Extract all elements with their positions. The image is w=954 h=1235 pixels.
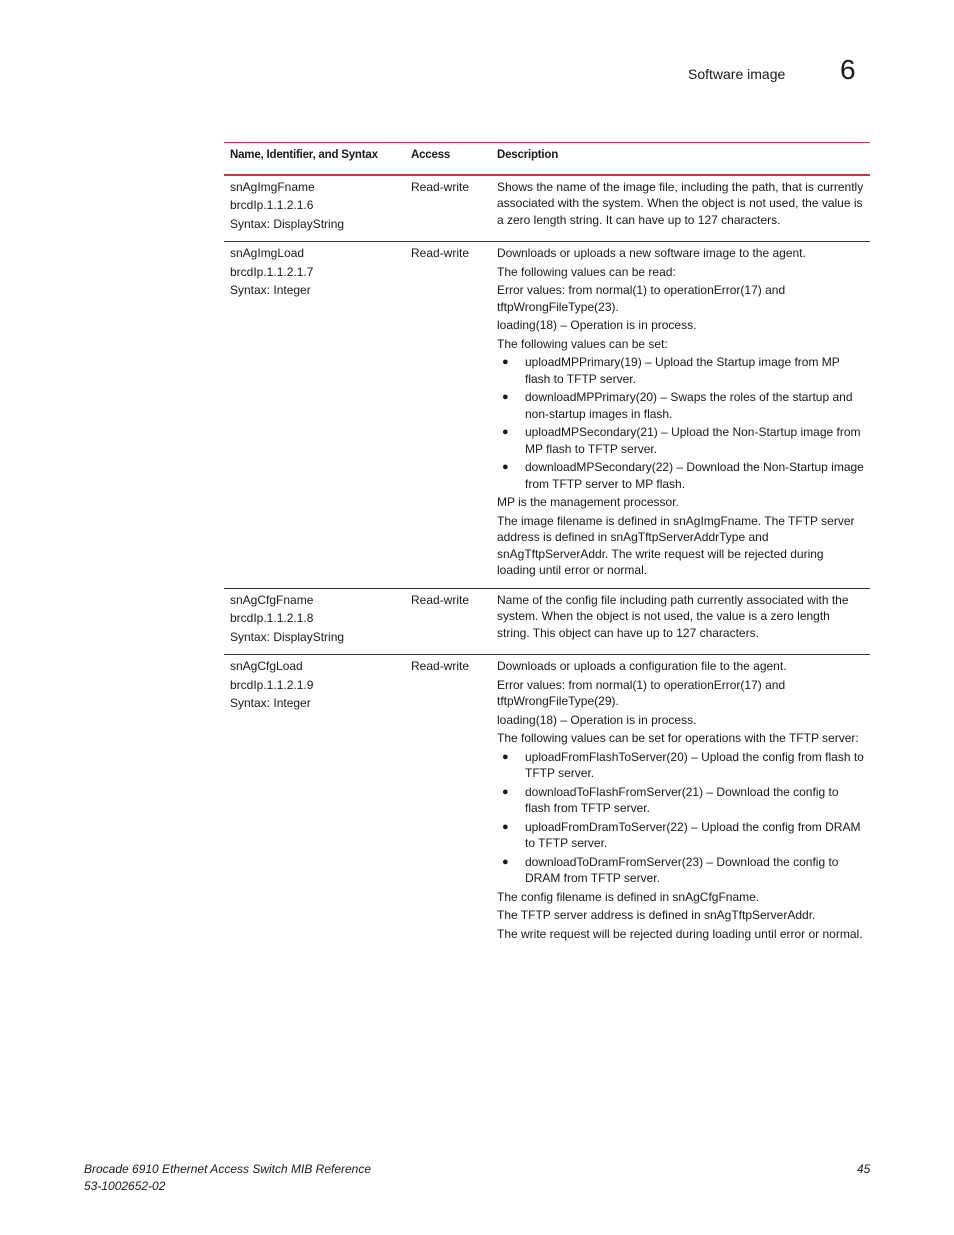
list-item — [497, 819, 864, 852]
description-paragraph: The following values can be set: — [497, 336, 668, 351]
cell-name-identifier-syntax — [224, 242, 405, 589]
cell-access: Read-write — [411, 659, 470, 673]
description-paragraph: The following values can be read: — [497, 264, 676, 279]
list-item-text: downloadMPSecondary(22) – Download the Non-Startup image from TFTP server to MP flash. — [525, 460, 864, 491]
cell-description — [491, 655, 870, 952]
object-identifier: brcdIp.1.1.2.1.8 — [230, 611, 314, 625]
description-paragraph: Downloads or uploads a new software image to the agent. — [497, 246, 806, 260]
footer-page-number: 45 — [857, 1162, 871, 1176]
description-paragraph: The image filename is defined in snAgImgFname. The TFTP server address is defined in snAgTftpServerAddrType and snAgTftpServerAddr. The write request will be rejected during loading until error or normal. — [497, 513, 855, 577]
list-item-text: uploadFromFlashToServer(20) – Upload the config from flash to TFTP server. — [525, 749, 864, 780]
cell-access: Read-write — [411, 592, 470, 607]
table-header-row — [224, 143, 870, 175]
object-identifier: brcdIp.1.1.2.1.7 — [230, 264, 314, 279]
bullet-icon: ● — [502, 750, 509, 763]
description-paragraph: Error values: from normal(1) to operationError(17) and tftpWrongFileType(29). — [497, 677, 786, 708]
object-name: snAgCfgLoad — [230, 659, 303, 673]
bullet-icon: ● — [502, 785, 509, 798]
cell-name-identifier-syntax — [224, 588, 405, 655]
object-syntax: Syntax: DisplayString — [230, 629, 345, 644]
object-syntax: Syntax: DisplayString — [230, 216, 345, 231]
description-paragraph: Name of the config file including path currently associated with the system. When the object is not used, the value is a zero length string. This object can have up to 127 characters. — [497, 592, 849, 640]
list-item — [497, 424, 864, 457]
list-item — [497, 854, 864, 887]
list-item — [497, 459, 864, 492]
bullet-icon: ● — [502, 356, 509, 368]
chapter-number: 6 — [840, 54, 856, 85]
section-title: Software image — [688, 66, 786, 82]
cell-access: Read-write — [411, 179, 470, 194]
footer-doc-number: 53-1002652-02 — [84, 1179, 166, 1193]
list-item-text: uploadFromDramToServer(22) – Upload the config from DRAM to TFTP server. — [525, 819, 861, 850]
cell-description — [491, 242, 870, 589]
list-item — [497, 389, 864, 422]
description-bullet-list — [497, 354, 864, 492]
object-syntax: Syntax: Integer — [230, 283, 311, 297]
description-paragraph: The following values can be set for operations with the TFTP server: — [497, 731, 859, 745]
object-syntax: Syntax: Integer — [230, 696, 311, 710]
column-header-access: Access — [411, 149, 451, 161]
description-paragraph: Shows the name of the image file, including the path, that is currently associated with the system. When the object is not used, the value is a zero length string. It can have up to 127 characters. — [497, 179, 864, 227]
description-paragraph: The write request will be rejected during loading until error or normal. — [497, 926, 863, 941]
bullet-icon: ● — [502, 426, 509, 438]
list-item-text: downloadMPPrimary(20) – Swaps the roles of the startup and non-startup images in flash. — [525, 390, 853, 421]
description-paragraph: The TFTP server address is defined in snAgTftpServerAddr. — [497, 908, 816, 922]
cell-description — [491, 588, 870, 655]
cell-name-identifier-syntax — [224, 655, 405, 952]
table-row — [224, 175, 870, 242]
object-name: snAgImgLoad — [230, 246, 305, 260]
list-item-text: downloadToDramFromServer(23) – Download the config to DRAM from TFTP server. — [525, 854, 839, 885]
table-row — [224, 588, 870, 655]
list-item-text: uploadMPSecondary(21) – Upload the Non-Startup image from MP flash to TFTP server. — [525, 425, 861, 456]
list-item — [497, 784, 864, 817]
bullet-icon: ● — [502, 820, 509, 833]
object-identifier: brcdIp.1.1.2.1.9 — [230, 677, 314, 692]
description-paragraph: The config filename is defined in snAgCfgFname. — [497, 889, 760, 904]
column-header-description: Description — [497, 149, 559, 161]
object-name: snAgCfgFname — [230, 592, 314, 607]
description-paragraph: MP is the management processor. — [497, 495, 679, 509]
object-identifier: brcdIp.1.1.2.1.6 — [230, 198, 314, 212]
list-item-text: uploadMPPrimary(19) – Upload the Startup image from MP flash to TFTP server. — [525, 355, 840, 386]
list-item-text: downloadToFlashFromServer(21) – Download the config to flash from TFTP server. — [525, 784, 839, 815]
bullet-icon: ● — [502, 391, 509, 403]
cell-name-identifier-syntax — [224, 175, 405, 242]
object-name: snAgImgFname — [230, 179, 315, 194]
description-paragraph: Error values: from normal(1) to operationError(17) and tftpWrongFileType(23). — [497, 283, 786, 314]
column-header-name: Name, Identifier, and Syntax — [230, 149, 378, 161]
cell-access: Read-write — [411, 246, 470, 260]
cell-description — [491, 175, 870, 242]
footer-doc-title: Brocade 6910 Ethernet Access Switch MIB Reference — [84, 1162, 372, 1176]
description-bullet-list — [497, 749, 864, 887]
mib-object-table — [224, 142, 870, 951]
bullet-icon: ● — [502, 855, 509, 868]
description-paragraph: Downloads or uploads a configuration file to the agent. — [497, 659, 787, 673]
list-item — [497, 749, 864, 782]
bullet-icon: ● — [502, 461, 509, 473]
table-row — [224, 242, 870, 589]
table-row — [224, 655, 870, 952]
description-paragraph: loading(18) – Operation is in process. — [497, 318, 697, 332]
description-paragraph: loading(18) – Operation is in process. — [497, 712, 697, 727]
list-item — [497, 354, 864, 387]
